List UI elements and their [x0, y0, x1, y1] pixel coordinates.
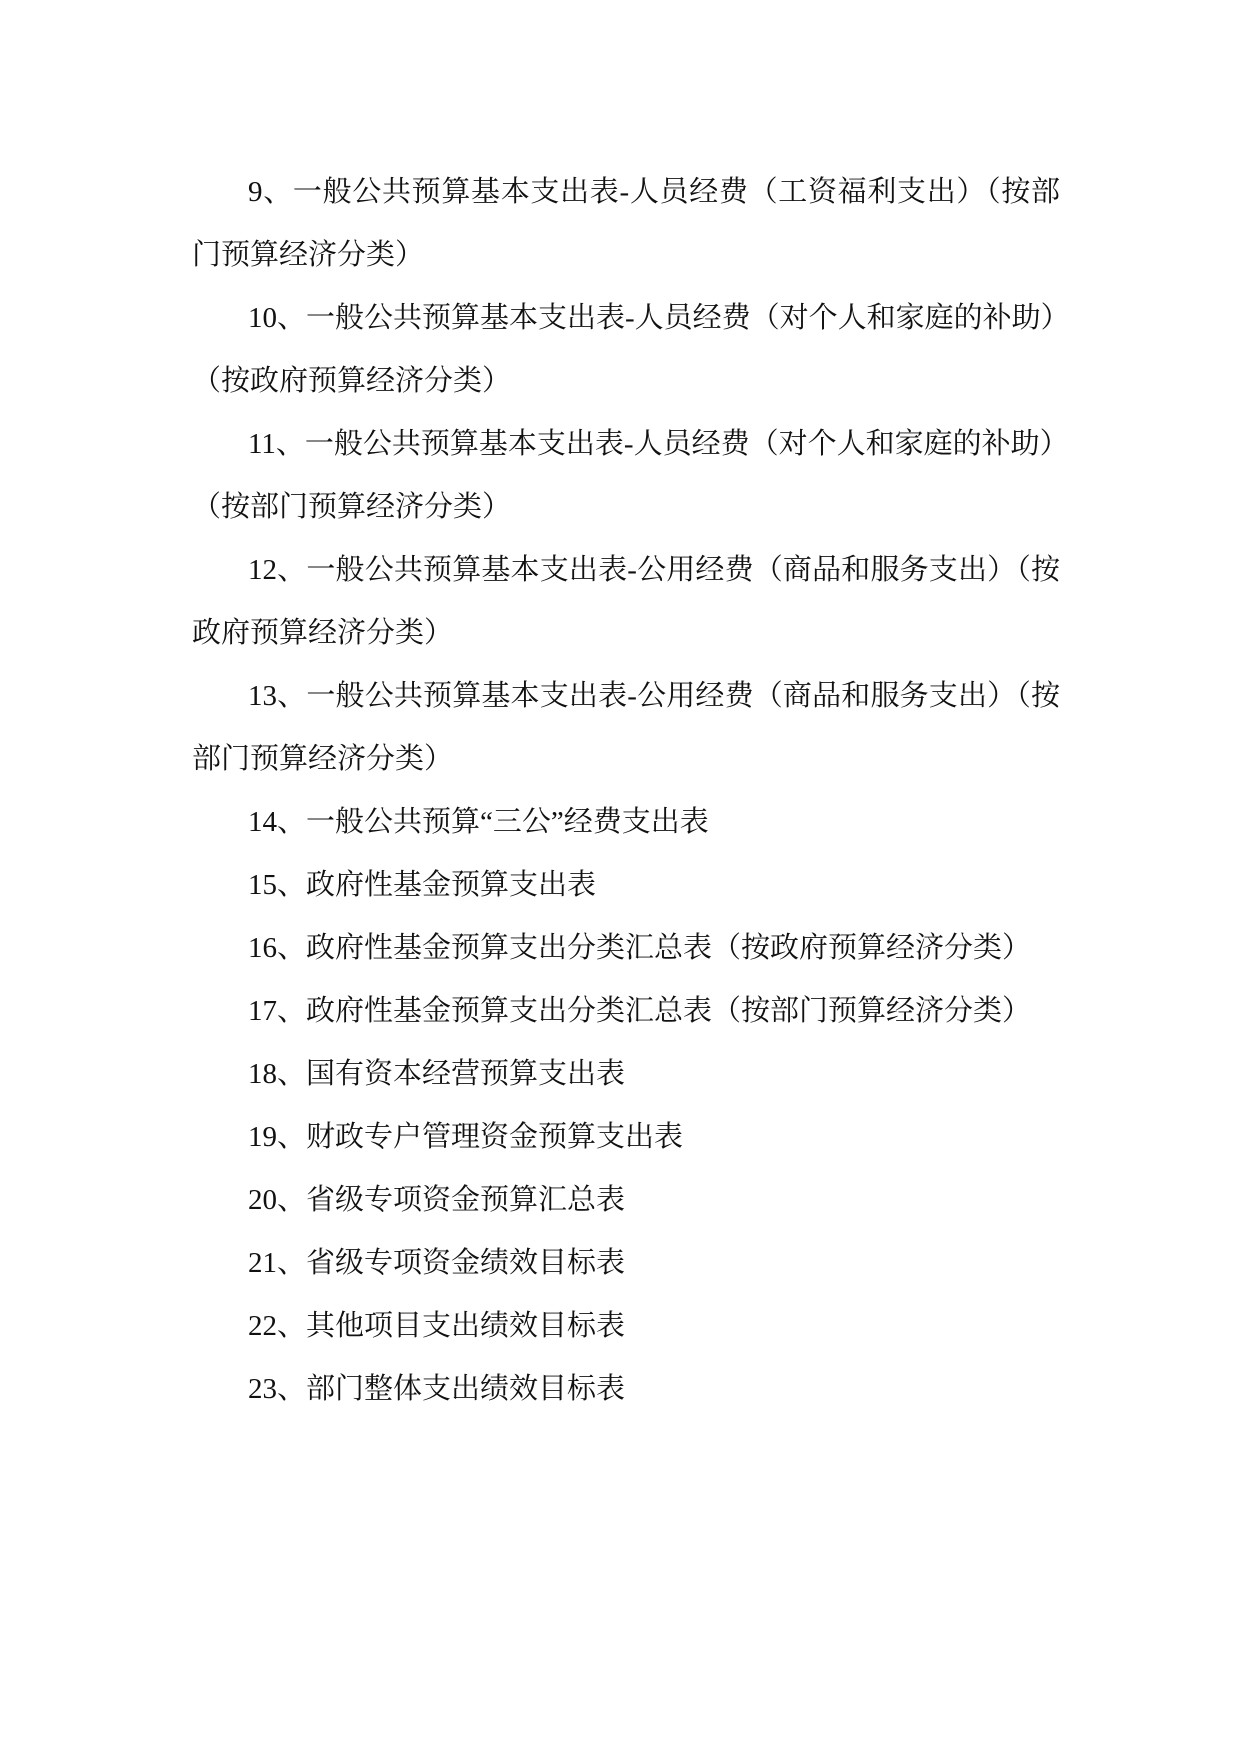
list-item — [192, 926, 1060, 989]
list-item — [192, 548, 1060, 674]
list-item-line: 20、省级专项资金预算汇总表 — [248, 1184, 626, 1216]
list-item — [192, 863, 1060, 926]
list-item-line: 22、其他项目支出绩效目标表 — [248, 1310, 626, 1342]
list-item — [192, 1115, 1060, 1178]
table-of-contents-list — [192, 170, 1070, 1430]
list-item-line: 17、政府性基金预算支出分类汇总表（按部门预算经济分类） — [248, 995, 1032, 1027]
list-item — [192, 674, 1060, 800]
list-item — [192, 1367, 1060, 1430]
list-item-line: 门预算经济分类） — [192, 239, 425, 271]
list-item-line: 19、财政专户管理资金预算支出表 — [248, 1121, 684, 1153]
list-item-line: 政府预算经济分类） — [192, 617, 454, 649]
list-item — [192, 1052, 1060, 1115]
list-item-line: 21、省级专项资金绩效目标表 — [248, 1247, 626, 1279]
list-item — [192, 1304, 1060, 1367]
list-item-line: 13、一般公共预算基本支出表-公用经费（商品和服务支出）（按 — [248, 680, 1060, 712]
list-item-line: 23、部门整体支出绩效目标表 — [248, 1373, 626, 1405]
list-item-line: （按政府预算经济分类） — [192, 365, 512, 397]
list-item — [192, 1178, 1060, 1241]
list-item-line: 部门预算经济分类） — [192, 743, 454, 775]
list-item-line: 16、政府性基金预算支出分类汇总表（按政府预算经济分类） — [248, 932, 1032, 964]
list-item — [192, 296, 1070, 422]
list-item — [192, 422, 1069, 548]
list-item-line: （按部门预算经济分类） — [192, 491, 512, 523]
list-item-line: 18、国有资本经营预算支出表 — [248, 1058, 626, 1090]
list-item-line: 14、一般公共预算“三公”经费支出表 — [248, 806, 709, 838]
list-item-line: 15、政府性基金预算支出表 — [248, 869, 597, 901]
list-item-line: 10、一般公共预算基本支出表-人员经费（对个人和家庭的补助） — [248, 302, 1070, 334]
list-item-line: 9、一般公共预算基本支出表-人员经费（工资福利支出）（按部 — [248, 176, 1060, 208]
list-item — [192, 170, 1060, 296]
list-item-line: 11、一般公共预算基本支出表-人员经费（对个人和家庭的补助） — [248, 428, 1069, 460]
list-item — [192, 800, 1060, 863]
list-item — [192, 989, 1060, 1052]
list-item — [192, 1241, 1060, 1304]
list-item-line: 12、一般公共预算基本支出表-公用经费（商品和服务支出）（按 — [248, 554, 1060, 586]
